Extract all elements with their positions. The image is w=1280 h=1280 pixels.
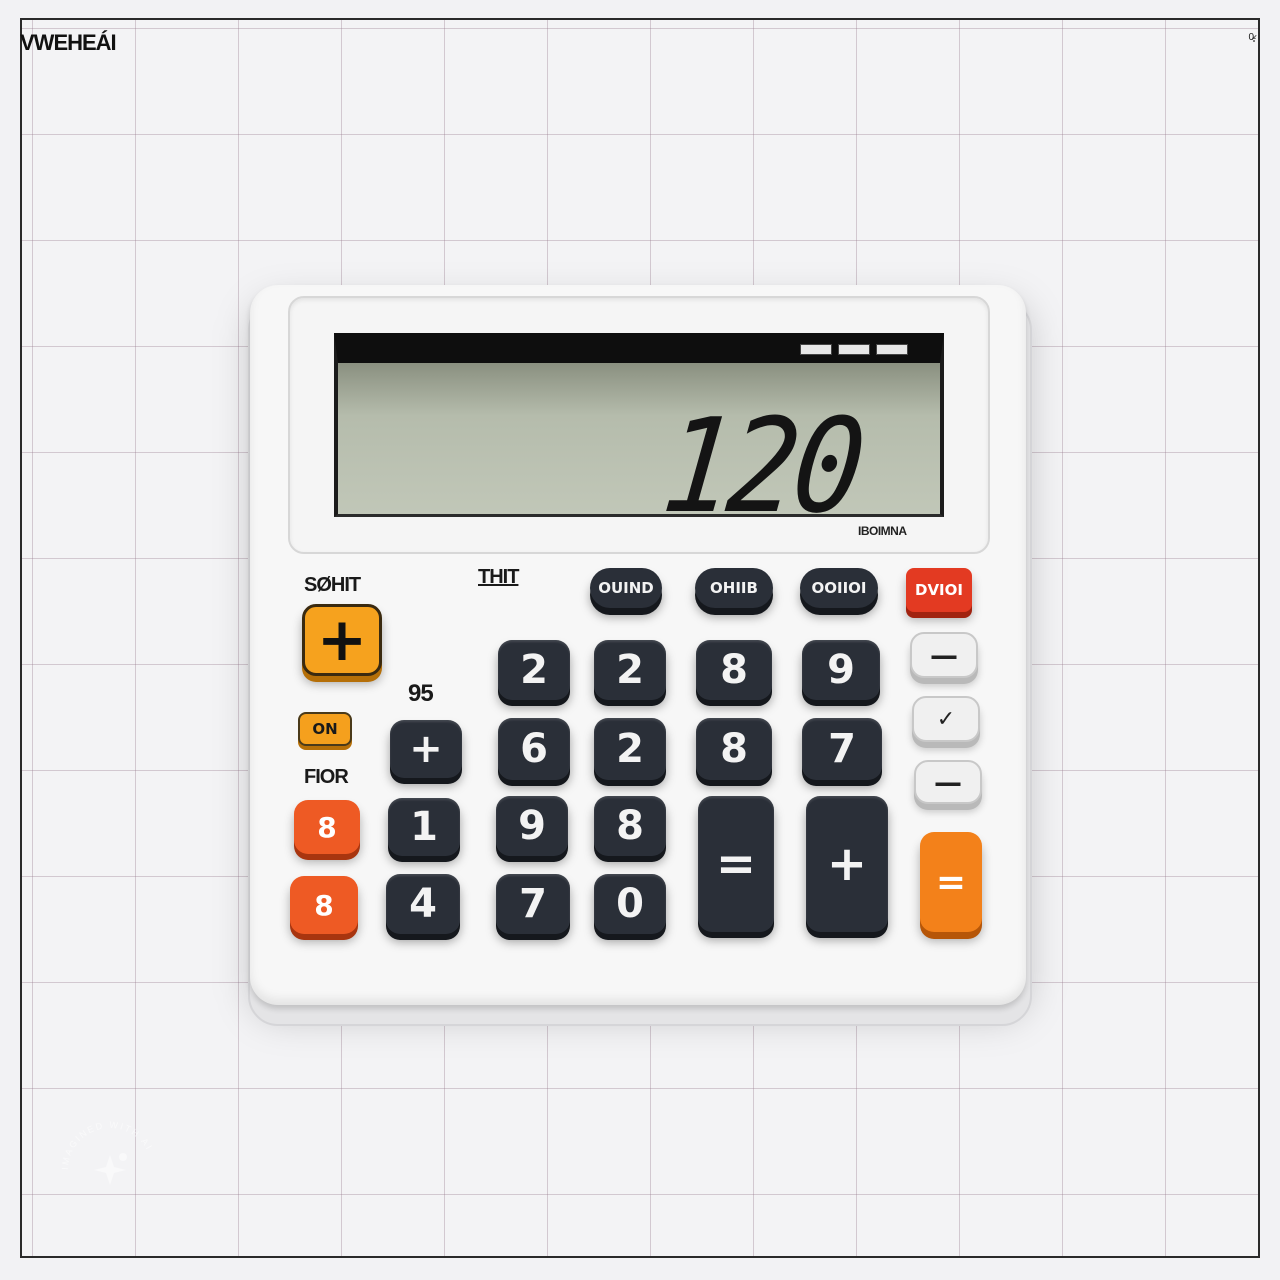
grey-key-2[interactable]: ✓ — [912, 696, 980, 742]
imagined-with-ai-watermark — [55, 1115, 165, 1225]
equals-key-tall[interactable]: = — [698, 796, 774, 932]
key-4[interactable]: 4 — [386, 874, 460, 934]
brand-label: IBOIMNA — [858, 524, 907, 538]
fior-label: FIOR — [304, 766, 348, 788]
key-2a[interactable]: 2 — [498, 640, 570, 700]
plus-key-tall[interactable]: + — [806, 796, 888, 932]
key-7b[interactable]: 7 — [496, 874, 570, 934]
key-0[interactable]: 0 — [594, 874, 666, 934]
key-9a[interactable]: 9 — [802, 640, 880, 700]
third-label: THIT — [478, 566, 519, 588]
function-key-3[interactable]: OOIIOI — [800, 568, 878, 608]
grey-key-3[interactable]: — — [914, 760, 982, 804]
corner-title: VWEHEÁI — [20, 30, 116, 55]
function-key-4[interactable]: DVIOI — [906, 568, 972, 612]
watermark-text: IMAGINED WITH AI — [59, 1119, 155, 1171]
lcd-indicators — [800, 344, 908, 355]
display-value: 120 — [656, 390, 868, 542]
key-8a[interactable]: 8 — [696, 640, 772, 700]
svg-text:IMAGINED WITH AI — [60, 1120, 155, 1170]
key-7a[interactable]: 7 — [802, 718, 882, 780]
function-key-2[interactable]: OHIIB — [695, 568, 773, 608]
grey-key-1[interactable]: — — [910, 632, 978, 678]
key-2c[interactable]: 2 — [594, 718, 666, 780]
on-key[interactable]: ON — [298, 712, 352, 746]
function-key-1[interactable]: OUIND — [590, 568, 662, 608]
key-2b[interactable]: 2 — [594, 640, 666, 700]
key-plus-small[interactable]: + — [390, 720, 462, 778]
shift-label: SØHIT — [304, 574, 361, 596]
key-1[interactable]: 1 — [388, 798, 460, 856]
orange-key-1[interactable]: 8 — [294, 800, 360, 854]
plus-key-large[interactable]: + — [302, 604, 382, 676]
key-8c[interactable]: 8 — [594, 796, 666, 856]
equals-key-orange[interactable]: = — [920, 832, 982, 932]
key-9b[interactable]: 9 — [496, 796, 568, 856]
corner-tag: 0̷̵̥ — [1248, 32, 1254, 43]
key-8b[interactable]: 8 — [696, 718, 772, 780]
small-label: 95 — [408, 680, 433, 707]
key-6[interactable]: 6 — [498, 718, 570, 780]
orange-key-2[interactable]: 8 — [290, 876, 358, 934]
